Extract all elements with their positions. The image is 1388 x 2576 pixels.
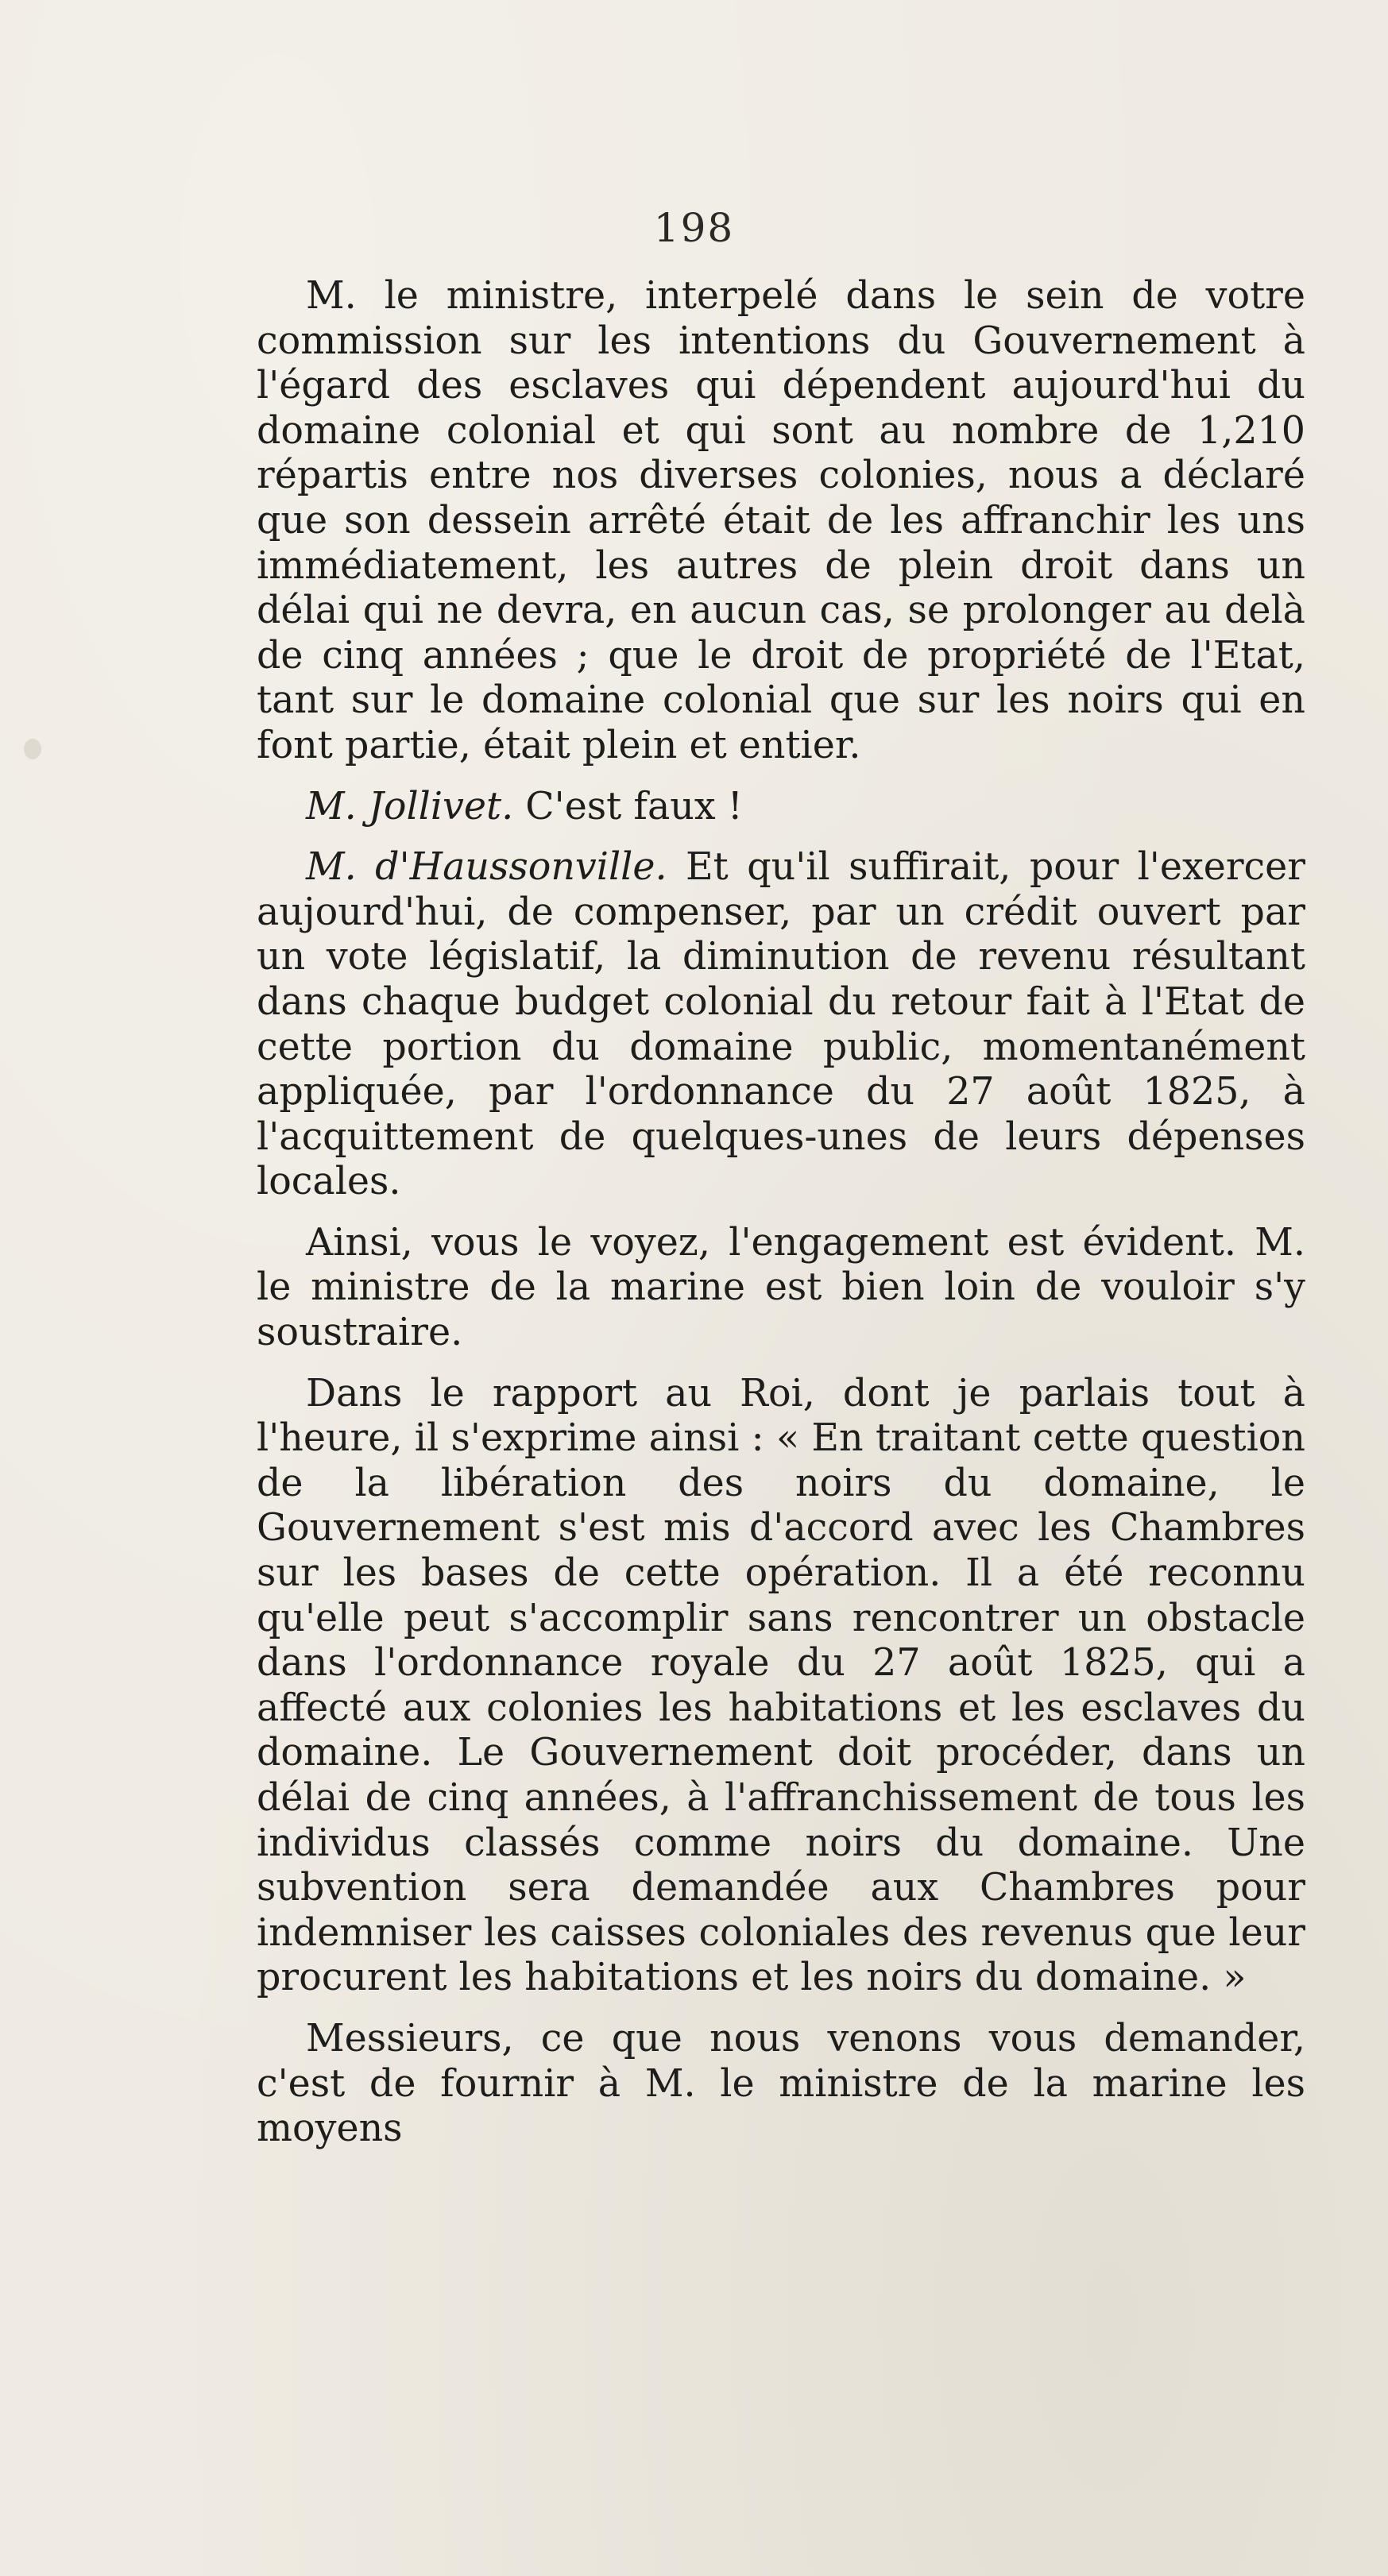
paragraph — [257, 1221, 1305, 1356]
page-number: 198 — [653, 205, 735, 251]
page-stain — [24, 739, 41, 759]
paragraph — [257, 2017, 1305, 2152]
paragraph-text: Et qu'il suffirait, pour l'exercer aujourd'hui, de compenser, par un crédit ouvert par un vote législatif, la diminution de revenu résultant dans chaque budget colonial du retour fait à l'Etat de cette portion du domaine public, momentanément appliquée, par l'ordonnance du 27 août 1825, à l'acquittement de quelques-unes de leurs dépenses locales. — [257, 845, 1305, 1204]
body-text — [257, 274, 1305, 2152]
paragraph — [257, 785, 1305, 830]
paragraph-text: Messieurs, ce que nous venons vous demander, c'est de fournir à M. le ministre de la marine les moyens — [257, 2016, 1305, 2151]
paragraph — [257, 845, 1305, 1205]
speaker-name: M. d'Haussonville. — [306, 845, 667, 890]
paragraph-text: Ainsi, vous le voyez, l'engagement est évident. M. le ministre de la marine est bien loin de vouloir s'y soustraire. — [257, 1220, 1305, 1355]
paragraph-text: Dans le rapport au Roi, dont je parlais tout à l'heure, il s'exprime ainsi : « En traitant cette question de la libération des noirs du domaine, le Gouvernement s'est mis d'accord avec les Chambres sur les bases de cette opération. Il a été reconnu qu'elle peut s'accomplir sans rencontrer un obstacle dans l'ordonnance royale du 27 août 1825, qui a affecté aux colonies les habitations et les esclaves du domaine. Le Gouvernement doit procéder, dans un délai de cinq années, à l'affranchissement de tous les individus classés comme noirs du domaine. Une subvention sera demandée aux Chambres pour indemniser les caisses coloniales des revenus que leur procurent les habitations et les noirs du domaine. » — [257, 1371, 1305, 2000]
paragraph — [257, 274, 1305, 769]
paragraph-text: C'est faux ! — [525, 784, 743, 828]
paragraph-text: M. le ministre, interpelé dans le sein de votre commission sur les intentions du Gouvernement à l'égard des esclaves qui dépendent aujourd'hui du domaine colonial et qui sont au nombre de 1,210 répartis entre nos diverses colonies, nous a déclaré que son dessein arrêté était de les affranchir les uns immédiatement, les autres de plein droit dans un délai qui ne devra, en aucun cas, se prolonger au delà de cinq années ; que le droit de propriété de l'Etat, tant sur le domaine colonial que sur les noirs qui en font partie, était plein et entier. — [257, 274, 1305, 767]
speaker-name: M. Jollivet. — [306, 784, 514, 828]
paragraph — [257, 1372, 1305, 2001]
